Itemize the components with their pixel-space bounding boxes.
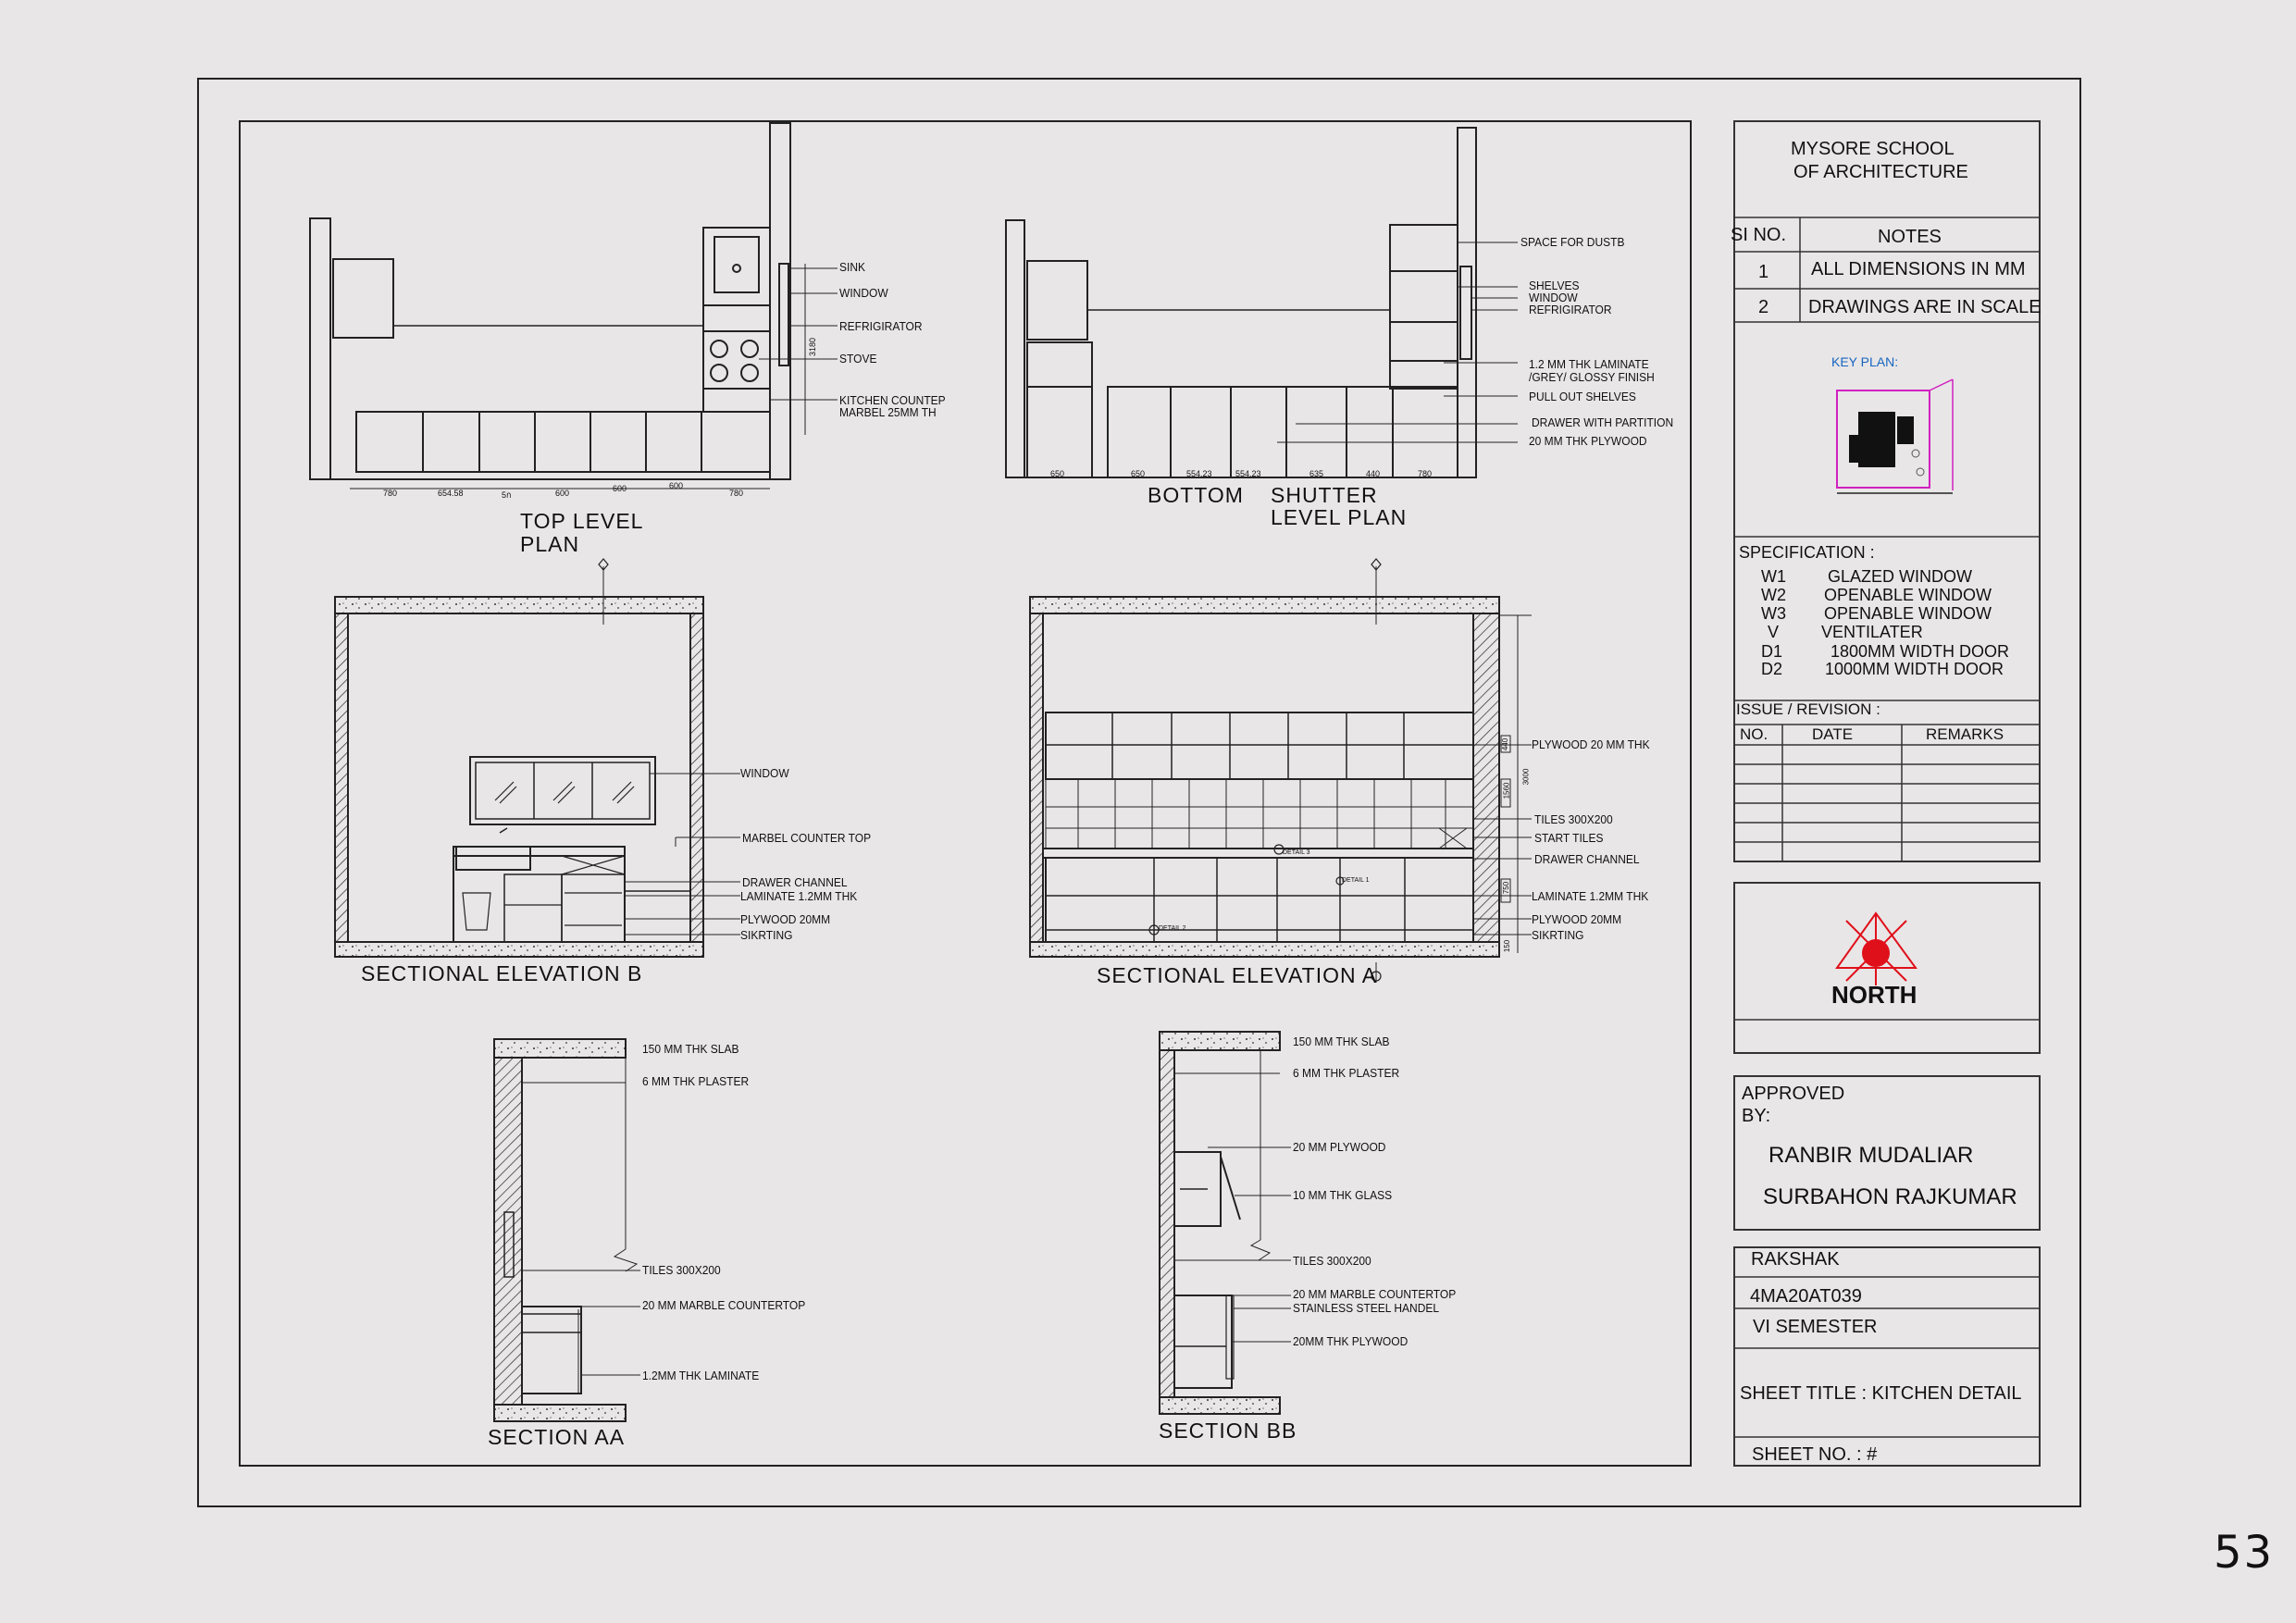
- student-name: RAKSHAK: [1751, 1249, 1840, 1270]
- sheet-title: SHEET TITLE : KITCHEN DETAIL: [1740, 1383, 2022, 1404]
- annotation-label: STOVE: [839, 352, 877, 366]
- dimension-text: 1560: [1502, 782, 1511, 799]
- dimension-text: 5ก: [502, 489, 512, 501]
- annotation-label: STAINLESS STEEL HANDEL: [1293, 1301, 1440, 1316]
- notes-header-notes: NOTES: [1878, 227, 1942, 247]
- annotation-label: 6 MM THK PLASTER: [642, 1074, 750, 1089]
- sheet-number: SHEET NO. : #: [1752, 1444, 1878, 1465]
- annotation-label: PLYWOOD 20MM: [740, 912, 831, 927]
- dimension-text: 440: [1501, 737, 1510, 751]
- spec-code: V: [1768, 623, 1780, 641]
- school-name-line2: OF ARCHITECTURE: [1793, 162, 1968, 182]
- dimension-text: 750: [1502, 881, 1511, 895]
- annotation-label: 150 MM THK SLAB: [1293, 1035, 1390, 1049]
- notes-header-sl: SI NO.: [1731, 225, 1787, 245]
- dimension-text: 150: [1503, 939, 1512, 953]
- section-bb-title: SECTION BB: [1159, 1419, 1297, 1443]
- annotation-label: 1.2 MM THK LAMINATE: [1529, 357, 1649, 372]
- dimension-text: 780: [729, 488, 744, 499]
- spec-text: 1000MM WIDTH DOOR: [1825, 660, 2004, 678]
- annotation-label: 1.2MM THK LAMINATE: [642, 1369, 760, 1383]
- dimension-text: 650: [1131, 468, 1146, 479]
- annotation-label: PULL OUT SHELVES: [1529, 390, 1636, 404]
- elevation-b-title: SECTIONAL ELEVATION B: [361, 961, 643, 985]
- dimension-text: 600: [669, 480, 684, 491]
- section-aa: [494, 1039, 640, 1421]
- annotation-label: START TILES: [1534, 831, 1604, 846]
- north-box: [1733, 882, 2041, 1054]
- dimension-text: 600: [613, 483, 627, 494]
- dimension-text: 650: [1050, 468, 1065, 479]
- annotation-label: LAMINATE 1.2MM THK: [1532, 889, 1649, 904]
- annotation-label: 20 MM PLYWOOD: [1293, 1140, 1386, 1155]
- annotation-label: WINDOW: [740, 766, 789, 781]
- annotation-label: 20 MM THK PLYWOOD: [1529, 434, 1647, 449]
- note-number: 1: [1758, 262, 1769, 282]
- approver-name: RANBIR MUDALIAR: [1769, 1143, 1974, 1168]
- spec-code: D2: [1761, 660, 1783, 678]
- dimension-text: 600: [555, 488, 570, 499]
- annotation-label: MARBEL COUNTER TOP: [742, 831, 872, 846]
- spec-text: VENTILATER: [1821, 623, 1923, 641]
- annotation-label: 20 MM MARBLE COUNTERTOP: [642, 1298, 806, 1313]
- annotation-label: LAMINATE 1.2MM THK: [740, 889, 858, 904]
- revision-header-no: NO.: [1740, 725, 1769, 743]
- top-plan-title-line1: TOP LEVEL: [520, 509, 644, 533]
- student-usn: 4MA20AT039: [1750, 1286, 1862, 1307]
- key-plan-label: KEY PLAN:: [1831, 354, 1899, 369]
- dimension-text: 3180: [808, 337, 818, 357]
- spec-text: OPENABLE WINDOW: [1824, 604, 1992, 623]
- section-bb: [1160, 1032, 1291, 1414]
- annotation-label: /GREY/ GLOSSY FINISH: [1529, 370, 1655, 385]
- annotation-label: 20MM THK PLYWOOD: [1293, 1334, 1409, 1349]
- top-level-plan: [310, 123, 838, 489]
- section-aa-title: SECTION AA: [488, 1425, 626, 1449]
- school-name-line1: MYSORE SCHOOL: [1791, 139, 1955, 159]
- annotation-label: PLYWOOD 20MM: [1532, 912, 1622, 927]
- bottom-plan-title-line2: LEVEL PLAN: [1271, 505, 1408, 529]
- annotation-label: SHELVES: [1529, 279, 1580, 293]
- revision-header-remarks: REMARKS: [1926, 725, 2004, 743]
- spec-code: W2: [1761, 586, 1786, 604]
- dimension-text: 780: [1418, 468, 1433, 479]
- revision-header-date: DATE: [1812, 725, 1854, 743]
- annotation-label: DRAWER CHANNEL: [742, 875, 848, 890]
- elevation-a-title: SECTIONAL ELEVATION A: [1097, 963, 1378, 987]
- annotation-label: TILES 300X200: [1293, 1254, 1371, 1269]
- north-label: NORTH: [1831, 981, 1917, 1009]
- approved-by-label: APPROVED BY:: [1742, 1084, 1845, 1126]
- annotation-label: 20 MM MARBLE COUNTERTOP: [1293, 1287, 1457, 1302]
- annotation-label: TILES 300X200: [1534, 812, 1613, 827]
- revision-title: ISSUE / REVISION :: [1736, 700, 1880, 718]
- note-number: 2: [1758, 297, 1769, 317]
- spec-text: 1800MM WIDTH DOOR: [1831, 642, 2010, 661]
- annotation-label: SPACE FOR DUSTB: [1520, 235, 1625, 250]
- annotation-label: 150 MM THK SLAB: [642, 1042, 739, 1057]
- annotation-label: SINK: [839, 260, 866, 275]
- sectional-elevation-b: [335, 559, 740, 957]
- annotation-label: KITCHEN COUNTEP: [839, 393, 946, 408]
- dimension-text: 554.23: [1186, 468, 1212, 479]
- specification-title: SPECIFICATION :: [1739, 543, 1875, 562]
- bottom-plan-title-word1: BOTTOM: [1148, 483, 1244, 507]
- page-number: 53: [2214, 1527, 2275, 1579]
- note-text: DRAWINGS ARE IN SCALE: [1808, 297, 2042, 317]
- annotation-label: 6 MM THK PLASTER: [1293, 1066, 1400, 1081]
- bottom-plan-title-word2: SHUTTER: [1271, 483, 1378, 507]
- annotation-label: SIKRTING: [1532, 928, 1584, 943]
- spec-text: GLAZED WINDOW: [1828, 567, 1972, 586]
- dimension-text: 440: [1366, 468, 1381, 479]
- annotation-label: WINDOW: [839, 286, 888, 301]
- annotation-label: DRAWER WITH PARTITION: [1532, 415, 1674, 430]
- spec-code: W1: [1761, 567, 1786, 586]
- annotation-label: SIKRTING: [740, 928, 793, 943]
- dimension-text: 554.23: [1235, 468, 1261, 479]
- annotation-label: TILES 300X200: [642, 1263, 721, 1278]
- dimension-text: 3000: [1521, 768, 1531, 786]
- dimension-text: 780: [383, 488, 398, 499]
- annotation-label: DRAWER CHANNEL: [1534, 852, 1640, 867]
- annotation-label: REFRIGIRATOR: [1529, 303, 1612, 317]
- detail-tag: DETAIL 2: [1159, 924, 1186, 933]
- detail-tag: DETAIL 1: [1342, 876, 1370, 885]
- sectional-elevation-a: [1030, 559, 1532, 983]
- spec-text: OPENABLE WINDOW: [1824, 586, 1992, 604]
- dimension-text: 635: [1309, 468, 1324, 479]
- note-text: ALL DIMENSIONS IN MM: [1811, 259, 2026, 279]
- semester: VI SEMESTER: [1753, 1317, 1878, 1337]
- approver-name: SURBAHON RAJKUMAR: [1763, 1184, 2017, 1209]
- annotation-label: 10 MM THK GLASS: [1293, 1188, 1393, 1203]
- detail-tag: DETAIL 3: [1283, 849, 1310, 857]
- top-plan-title-line2: PLAN: [520, 532, 580, 556]
- dimension-text: 654.58: [438, 488, 464, 499]
- spec-code: W3: [1761, 604, 1786, 623]
- annotation-label: PLYWOOD 20 MM THK: [1532, 737, 1650, 752]
- student-info-box: [1733, 1246, 2041, 1467]
- annotation-label: WINDOW: [1529, 291, 1578, 305]
- annotation-label: REFRIGIRATOR: [839, 319, 923, 334]
- spec-code: D1: [1761, 642, 1783, 661]
- annotation-label: MARBEL 25MM TH: [839, 405, 937, 420]
- bottom-shutter-level-plan: [1006, 128, 1518, 477]
